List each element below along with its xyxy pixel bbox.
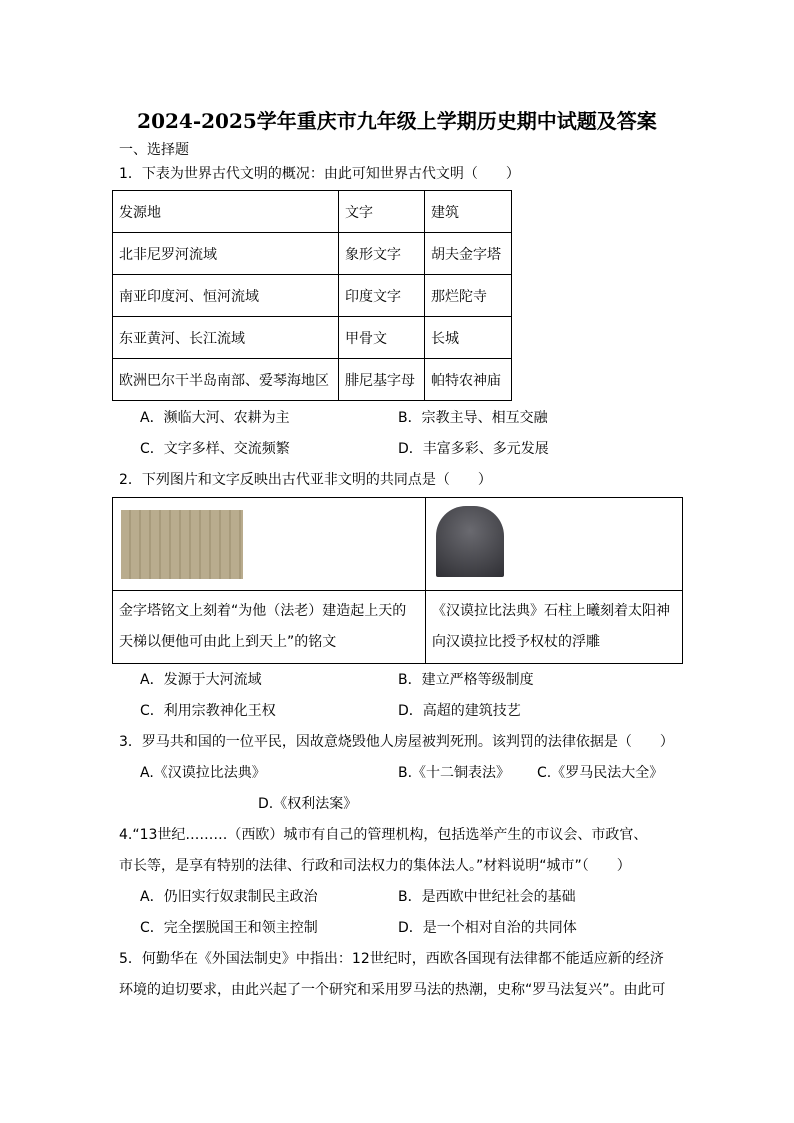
table-cell: 文字 — [339, 191, 425, 233]
q5-stem-line1: 5．何勤华在《外国法制史》中指出：12世纪时，西欧各国现有法律都不能适应新的经济 — [119, 951, 664, 967]
q1-option-d: D．丰富多彩、多元发展 — [398, 441, 549, 457]
q4-option-d: D．是一个相对自治的共同体 — [398, 920, 577, 936]
table-cell: 《汉谟拉比法典》石柱上曦刻着太阳神向汉谟拉比授予权杖的浮雕 — [426, 591, 683, 664]
section-heading: 一、选择题 — [119, 142, 189, 158]
q3-option-a: A.《汉谟拉比法典》 — [140, 765, 266, 781]
table-cell: 建筑 — [425, 191, 512, 233]
table-cell: 象形文字 — [339, 233, 425, 275]
q2-table — [112, 497, 683, 664]
table-row — [113, 359, 512, 401]
table-cell: 甲骨文 — [339, 317, 425, 359]
q2-stem: 2．下列图片和文字反映出古代亚非文明的共同点是（ ） — [119, 472, 492, 488]
q1-option-c: C．文字多样、交流频繁 — [140, 441, 290, 457]
q1-stem: 1．下表为世界古代文明的概况：由此可知世界古代文明（ ） — [119, 166, 520, 182]
table-row — [113, 591, 683, 664]
table-cell: 腓尼基字母 — [339, 359, 425, 401]
q4-option-c: C．完全摆脱国王和领主控制 — [140, 920, 318, 936]
q2-option-c: C．利用宗教神化王权 — [140, 703, 276, 719]
q4-stem-line2: 市长等，是享有特别的法律、行政和司法权力的集体法人。”材料说明“城市”（ ） — [119, 858, 631, 874]
q5-stem-line2: 环境的迫切要求，由此兴起了一个研究和采用罗马法的热潮，史称“罗马法复兴”。由此可 — [119, 982, 666, 998]
q2-option-d: D．高超的建筑技艺 — [398, 703, 521, 719]
table-cell: 长城 — [425, 317, 512, 359]
table-cell: 东亚黄河、长江流域 — [113, 317, 339, 359]
q3-option-c: C.《罗马民法大全》 — [537, 765, 664, 781]
table-cell: 那烂陀寺 — [425, 275, 512, 317]
q3-option-d: D.《权利法案》 — [258, 796, 358, 812]
table-cell: 帕特农神庙 — [425, 359, 512, 401]
q1-option-b: B．宗教主导、相互交融 — [398, 410, 548, 426]
table-cell: 发源地 — [113, 191, 339, 233]
table-cell — [113, 498, 426, 591]
q4-option-a: A．仍旧实行奴隶制民主政治 — [140, 889, 318, 905]
table-row — [113, 275, 512, 317]
q1-option-a: A．濒临大河、农耕为主 — [140, 410, 290, 426]
q3-stem: 3．罗马共和国的一位平民，因故意烧毁他人房屋被判死刑。该判罚的法律依据是（ ） — [119, 734, 674, 750]
table-row — [113, 191, 512, 233]
table-cell: 欧洲巴尔干半岛南部、爱琴海地区 — [113, 359, 339, 401]
q2-option-a: A．发源于大河流域 — [140, 672, 262, 688]
q4-option-b: B．是西欧中世纪社会的基础 — [398, 889, 576, 905]
table-cell: 南亚印度河、恒河流域 — [113, 275, 339, 317]
table-cell: 金字塔铭文上刻着“为他（法老）建造起上天的天梯以便他可由此上到天上”的铭文 — [113, 591, 426, 664]
hammurabi-stele-image — [436, 506, 504, 577]
q2-option-b: B．建立严格等级制度 — [398, 672, 534, 688]
table-row — [113, 498, 683, 591]
pyramid-inscription-image — [121, 510, 243, 579]
table-cell: 胡夫金字塔 — [425, 233, 512, 275]
table-cell: 印度文字 — [339, 275, 425, 317]
table-row — [113, 233, 512, 275]
table-cell — [426, 498, 683, 591]
q3-option-b: B.《十二铜表法》 — [398, 765, 511, 781]
q4-stem-line1: 4.“13世纪………（西欧）城市有自己的管理机构，包括选举产生的市议会、市政官、 — [119, 827, 648, 843]
document-title: 2024-2025学年重庆市九年级上学期历史期中试题及答案 — [137, 109, 657, 133]
table-row — [113, 317, 512, 359]
q1-table — [112, 190, 512, 401]
table-cell: 北非尼罗河流域 — [113, 233, 339, 275]
